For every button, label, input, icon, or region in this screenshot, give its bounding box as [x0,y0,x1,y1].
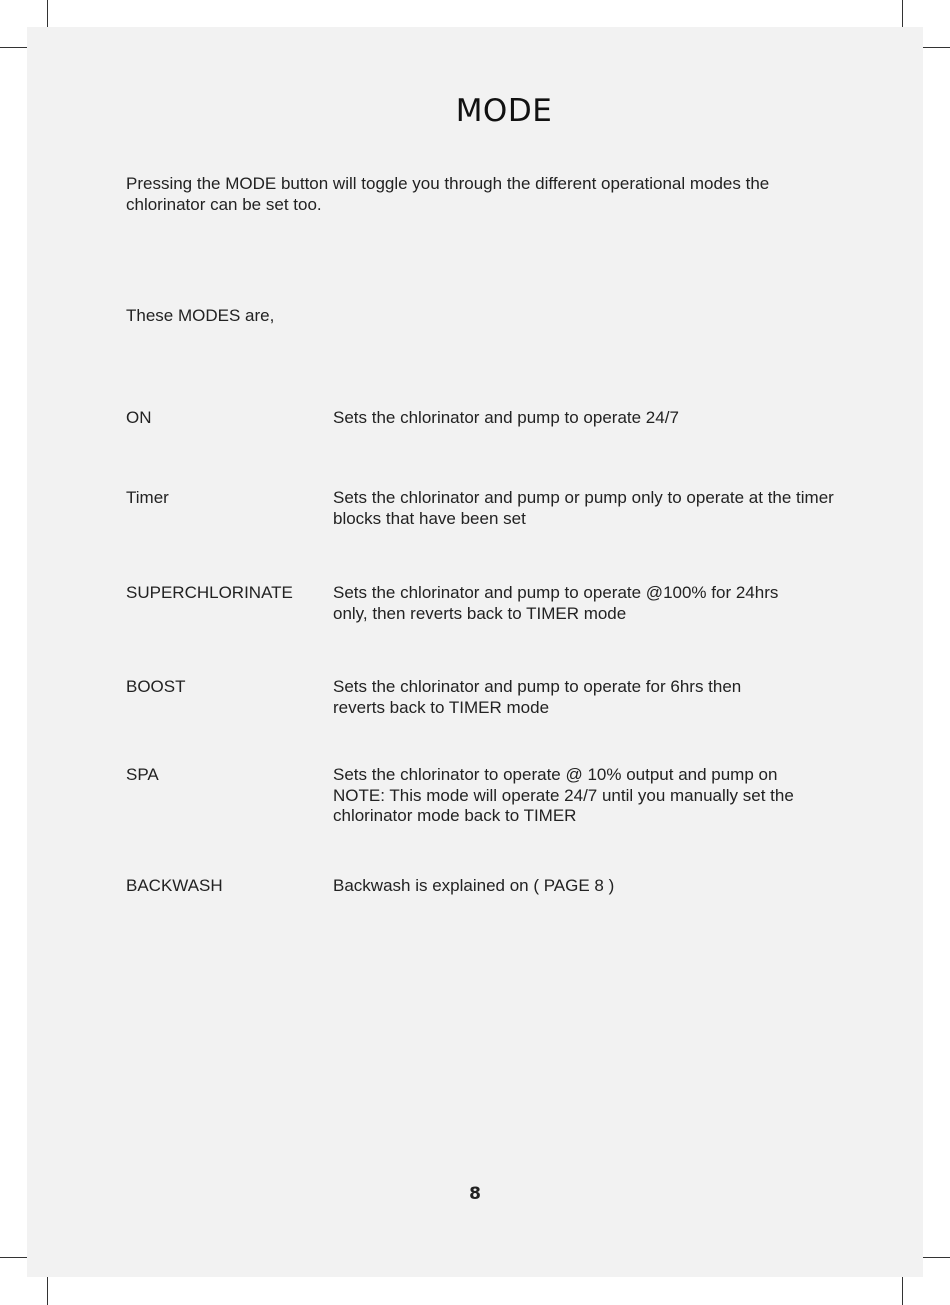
mode-name: ON [126,408,152,427]
mode-name: BOOST [126,677,186,696]
mode-name: SUPERCHLORINATE [126,583,293,602]
mode-name: Timer [126,488,169,507]
manual-page [27,27,923,1277]
modes-lead-text: These MODES are, [126,306,275,325]
intro-paragraph: Pressing the MODE button will toggle you through the different operational modes the chlorinator can be set too. [126,174,770,214]
page-number: 8 [469,1184,481,1204]
mode-description: Backwash is explained on ( PAGE 8 ) [333,876,615,895]
page-title: MODE [455,93,553,129]
mode-description: Sets the chlorinator and pump to operate 24/7 [333,408,679,427]
mode-name: SPA [126,765,159,784]
mode-description: Sets the chlorinator and pump to operate for 6hrs then reverts back to TIMER mode [333,677,742,717]
mode-description: Sets the chlorinator to operate @ 10% output and pump on NOTE: This mode will operate 24/7 until you manually set the chlorinator mode back to TIMER [333,765,794,825]
mode-description: Sets the chlorinator and pump or pump only to operate at the timer blocks that have been set [333,488,834,528]
mode-name: BACKWASH [126,876,223,895]
mode-description: Sets the chlorinator and pump to operate @100% for 24hrs only, then reverts back to TIMER mode [333,583,779,623]
